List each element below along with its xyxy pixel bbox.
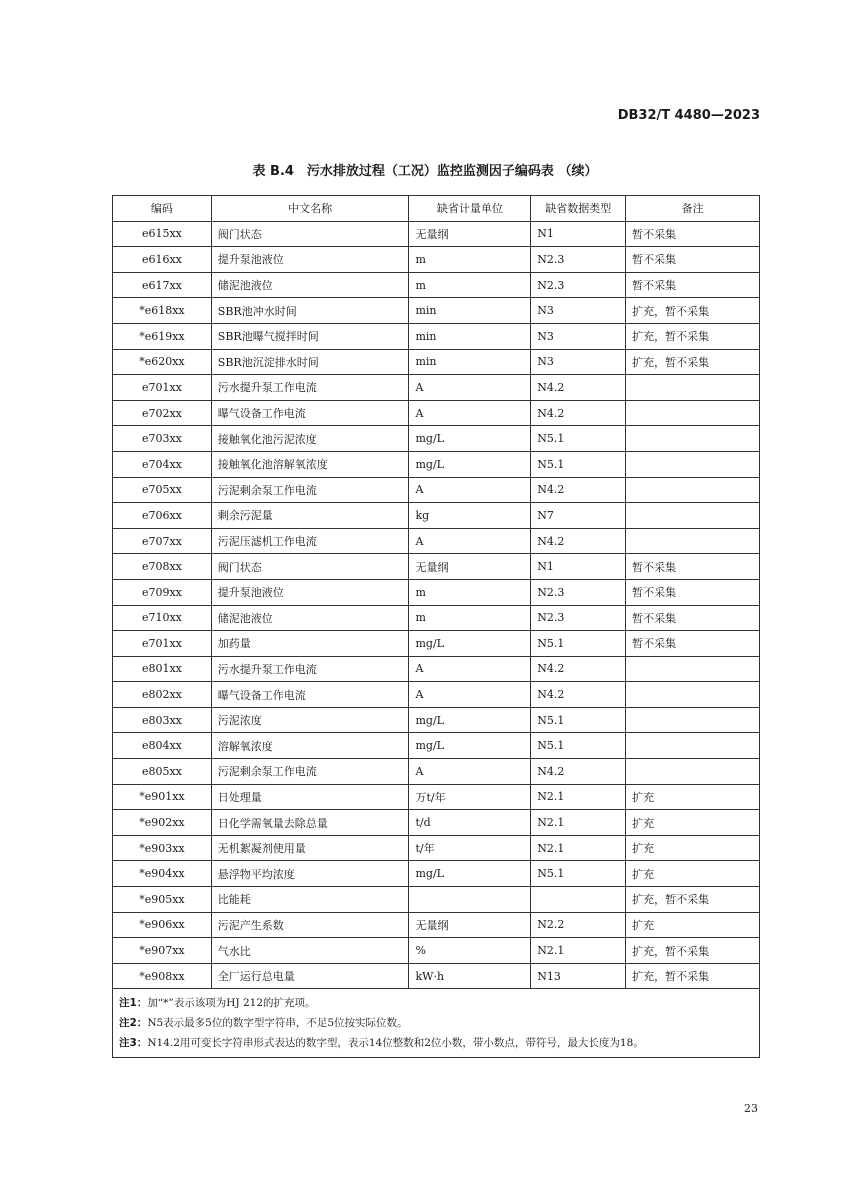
cell-datatype: N2.1	[531, 835, 626, 861]
cell-remark	[626, 426, 760, 452]
cell-code: e710xx	[113, 605, 212, 631]
cell-name: 污水提升泵工作电流	[211, 656, 409, 682]
cell-datatype: N4.2	[531, 656, 626, 682]
cell-name: 储泥池液位	[211, 605, 409, 631]
cell-name: 储泥池液位	[211, 272, 409, 298]
table-row	[113, 682, 760, 708]
cell-datatype: N1	[531, 554, 626, 580]
cell-datatype: N3	[531, 349, 626, 375]
table-row	[113, 733, 760, 759]
cell-unit: mg/L	[409, 631, 531, 657]
cell-remark: 暂不采集	[626, 221, 760, 247]
cell-unit: m	[409, 579, 531, 605]
table-row	[113, 579, 760, 605]
cell-remark	[626, 656, 760, 682]
cell-code: *e906xx	[113, 912, 212, 938]
cell-datatype: N5.1	[531, 451, 626, 477]
cell-unit: mg/L	[409, 861, 531, 887]
cell-name: 加药量	[211, 631, 409, 657]
cell-unit: A	[409, 682, 531, 708]
cell-name: 污泥压滤机工作电流	[211, 528, 409, 554]
table-row	[113, 605, 760, 631]
cell-datatype: N5.1	[531, 631, 626, 657]
cell-code: e804xx	[113, 733, 212, 759]
header-datatype: 缺省数据类型	[531, 196, 626, 222]
cell-name: 接触氧化池污泥浓度	[211, 426, 409, 452]
table-row	[113, 810, 760, 836]
cell-name: 比能耗	[211, 887, 409, 913]
table-row	[113, 349, 760, 375]
cell-remark	[626, 528, 760, 554]
cell-remark	[626, 400, 760, 426]
cell-code: e703xx	[113, 426, 212, 452]
cell-code: e801xx	[113, 656, 212, 682]
cell-code: e616xx	[113, 247, 212, 273]
note-2	[119, 1013, 753, 1033]
table-row	[113, 247, 760, 273]
cell-datatype: N2.3	[531, 605, 626, 631]
standard-code: DB32/T 4480—2023	[617, 108, 760, 123]
cell-datatype: N2.1	[531, 810, 626, 836]
cell-datatype: N4.2	[531, 400, 626, 426]
cell-datatype: N4.2	[531, 682, 626, 708]
cell-unit: 万t/年	[409, 784, 531, 810]
cell-name: 污水提升泵工作电流	[211, 375, 409, 401]
cell-unit: kW·h	[409, 963, 531, 989]
cell-remark: 暂不采集	[626, 272, 760, 298]
cell-unit	[409, 887, 531, 913]
cell-code: e705xx	[113, 477, 212, 503]
cell-unit: A	[409, 375, 531, 401]
table-row	[113, 887, 760, 913]
table-row	[113, 298, 760, 324]
cell-remark: 扩充	[626, 835, 760, 861]
cell-remark: 暂不采集	[626, 579, 760, 605]
cell-datatype: N2.1	[531, 938, 626, 964]
table-row	[113, 477, 760, 503]
cell-datatype: N2.2	[531, 912, 626, 938]
cell-code: e802xx	[113, 682, 212, 708]
table-row	[113, 707, 760, 733]
cell-name: 提升泵池液位	[211, 247, 409, 273]
note-1	[119, 993, 753, 1013]
code-table	[112, 195, 760, 1058]
header-remark: 备注	[626, 196, 760, 222]
cell-code: e704xx	[113, 451, 212, 477]
cell-datatype: N4.2	[531, 477, 626, 503]
cell-code: *e905xx	[113, 887, 212, 913]
table-body	[113, 221, 760, 989]
cell-name: 阀门状态	[211, 221, 409, 247]
cell-code: e615xx	[113, 221, 212, 247]
cell-name: 污泥剩余泵工作电流	[211, 477, 409, 503]
cell-remark	[626, 682, 760, 708]
cell-remark: 暂不采集	[626, 554, 760, 580]
note-2-label: 注2：	[119, 1017, 148, 1030]
cell-unit: mg/L	[409, 707, 531, 733]
cell-name: 悬浮物平均浓度	[211, 861, 409, 887]
cell-remark: 暂不采集	[626, 631, 760, 657]
cell-unit: m	[409, 605, 531, 631]
table-row	[113, 400, 760, 426]
cell-datatype: N2.3	[531, 579, 626, 605]
cell-remark: 扩充，暂不采集	[626, 349, 760, 375]
table-row	[113, 554, 760, 580]
cell-remark	[626, 451, 760, 477]
cell-code: e617xx	[113, 272, 212, 298]
cell-datatype: N4.2	[531, 528, 626, 554]
table-header-row	[113, 196, 760, 222]
cell-code: *e901xx	[113, 784, 212, 810]
cell-datatype: N4.2	[531, 759, 626, 785]
cell-unit: A	[409, 400, 531, 426]
cell-remark	[626, 503, 760, 529]
cell-unit: m	[409, 247, 531, 273]
cell-remark: 扩充，暂不采集	[626, 887, 760, 913]
cell-datatype: N1	[531, 221, 626, 247]
table-row	[113, 323, 760, 349]
cell-remark: 扩充	[626, 784, 760, 810]
cell-name: 溶解氧浓度	[211, 733, 409, 759]
cell-remark	[626, 477, 760, 503]
cell-unit: mg/L	[409, 733, 531, 759]
cell-unit: kg	[409, 503, 531, 529]
cell-code: e803xx	[113, 707, 212, 733]
cell-code: e707xx	[113, 528, 212, 554]
cell-name: 阀门状态	[211, 554, 409, 580]
table-row	[113, 631, 760, 657]
table-title: 表 B.4 污水排放过程（工况）监控监测因子编码表 （续）	[252, 164, 598, 179]
cell-remark: 扩充	[626, 861, 760, 887]
cell-code: e702xx	[113, 400, 212, 426]
cell-remark: 暂不采集	[626, 605, 760, 631]
cell-name: 曝气设备工作电流	[211, 682, 409, 708]
cell-unit: A	[409, 656, 531, 682]
cell-unit: min	[409, 323, 531, 349]
cell-remark: 扩充	[626, 810, 760, 836]
cell-code: *e908xx	[113, 963, 212, 989]
cell-datatype: N4.2	[531, 375, 626, 401]
cell-code: e701xx	[113, 375, 212, 401]
page-number: 23	[744, 1102, 758, 1115]
cell-datatype: N13	[531, 963, 626, 989]
note-3	[119, 1033, 753, 1053]
cell-remark: 扩充，暂不采集	[626, 298, 760, 324]
note-1-label: 注1：	[119, 997, 148, 1010]
cell-name: 气水比	[211, 938, 409, 964]
header-name: 中文名称	[211, 196, 409, 222]
note-3-text: N14.2用可变长字符串形式表达的数字型，表示14位整数和2位小数，带小数点，带符号，最大长度为18。	[147, 1037, 644, 1050]
table-row	[113, 656, 760, 682]
table-row	[113, 938, 760, 964]
notes-row	[113, 989, 760, 1058]
table-row	[113, 861, 760, 887]
cell-unit: mg/L	[409, 426, 531, 452]
table-row	[113, 451, 760, 477]
cell-name: 日处理量	[211, 784, 409, 810]
table-row	[113, 835, 760, 861]
note-2-text: N5表示最多5位的数字型字符串，不足5位按实际位数。	[147, 1017, 408, 1030]
cell-datatype: N2.3	[531, 247, 626, 273]
cell-name: SBR池冲水时间	[211, 298, 409, 324]
table-row	[113, 912, 760, 938]
cell-datatype: N3	[531, 323, 626, 349]
note-1-text: 加“*”表示该项为HJ 212的扩充项。	[147, 997, 316, 1010]
cell-unit: A	[409, 759, 531, 785]
cell-name: 提升泵池液位	[211, 579, 409, 605]
cell-unit: t/年	[409, 835, 531, 861]
cell-unit: 无量纲	[409, 554, 531, 580]
table-row	[113, 221, 760, 247]
header-unit: 缺省计量单位	[409, 196, 531, 222]
table-row	[113, 375, 760, 401]
cell-code: *e903xx	[113, 835, 212, 861]
cell-unit: A	[409, 528, 531, 554]
cell-code: *e904xx	[113, 861, 212, 887]
cell-code: e708xx	[113, 554, 212, 580]
cell-unit: %	[409, 938, 531, 964]
cell-code: *e619xx	[113, 323, 212, 349]
cell-name: SBR池沉淀排水时间	[211, 349, 409, 375]
cell-name: 无机絮凝剂使用量	[211, 835, 409, 861]
cell-remark: 扩充，暂不采集	[626, 323, 760, 349]
cell-name: 接触氧化池溶解氧浓度	[211, 451, 409, 477]
cell-unit: mg/L	[409, 451, 531, 477]
cell-code: *e902xx	[113, 810, 212, 836]
table-row	[113, 759, 760, 785]
cell-remark: 扩充，暂不采集	[626, 938, 760, 964]
cell-datatype: N2.3	[531, 272, 626, 298]
cell-remark: 扩充，暂不采集	[626, 963, 760, 989]
cell-remark	[626, 759, 760, 785]
cell-remark	[626, 375, 760, 401]
cell-unit: A	[409, 477, 531, 503]
cell-remark: 暂不采集	[626, 247, 760, 273]
cell-datatype: N3	[531, 298, 626, 324]
notes-cell	[113, 989, 760, 1058]
table-row	[113, 272, 760, 298]
cell-unit: t/d	[409, 810, 531, 836]
cell-name: 曝气设备工作电流	[211, 400, 409, 426]
cell-remark: 扩充	[626, 912, 760, 938]
table-row	[113, 503, 760, 529]
cell-datatype: N5.1	[531, 733, 626, 759]
cell-datatype: N5.1	[531, 861, 626, 887]
cell-datatype	[531, 887, 626, 913]
table-row	[113, 963, 760, 989]
cell-name: 污泥产生系数	[211, 912, 409, 938]
cell-code: e706xx	[113, 503, 212, 529]
cell-code: e709xx	[113, 579, 212, 605]
cell-name: SBR池曝气搅拌时间	[211, 323, 409, 349]
cell-name: 日化学需氧量去除总量	[211, 810, 409, 836]
header-code: 编码	[113, 196, 212, 222]
cell-datatype: N5.1	[531, 426, 626, 452]
table-row	[113, 528, 760, 554]
cell-datatype: N7	[531, 503, 626, 529]
cell-code: *e907xx	[113, 938, 212, 964]
table-row	[113, 426, 760, 452]
cell-datatype: N5.1	[531, 707, 626, 733]
table-row	[113, 784, 760, 810]
cell-datatype: N2.1	[531, 784, 626, 810]
cell-name: 全厂运行总电量	[211, 963, 409, 989]
cell-unit: m	[409, 272, 531, 298]
note-3-label: 注3：	[119, 1037, 148, 1050]
cell-code: e805xx	[113, 759, 212, 785]
cell-code: e701xx	[113, 631, 212, 657]
cell-unit: 无量纲	[409, 912, 531, 938]
cell-name: 剩余污泥量	[211, 503, 409, 529]
cell-remark	[626, 733, 760, 759]
cell-code: *e618xx	[113, 298, 212, 324]
cell-name: 污泥剩余泵工作电流	[211, 759, 409, 785]
cell-unit: 无量纲	[409, 221, 531, 247]
cell-unit: min	[409, 298, 531, 324]
cell-unit: min	[409, 349, 531, 375]
cell-name: 污泥浓度	[211, 707, 409, 733]
cell-remark	[626, 707, 760, 733]
cell-code: *e620xx	[113, 349, 212, 375]
